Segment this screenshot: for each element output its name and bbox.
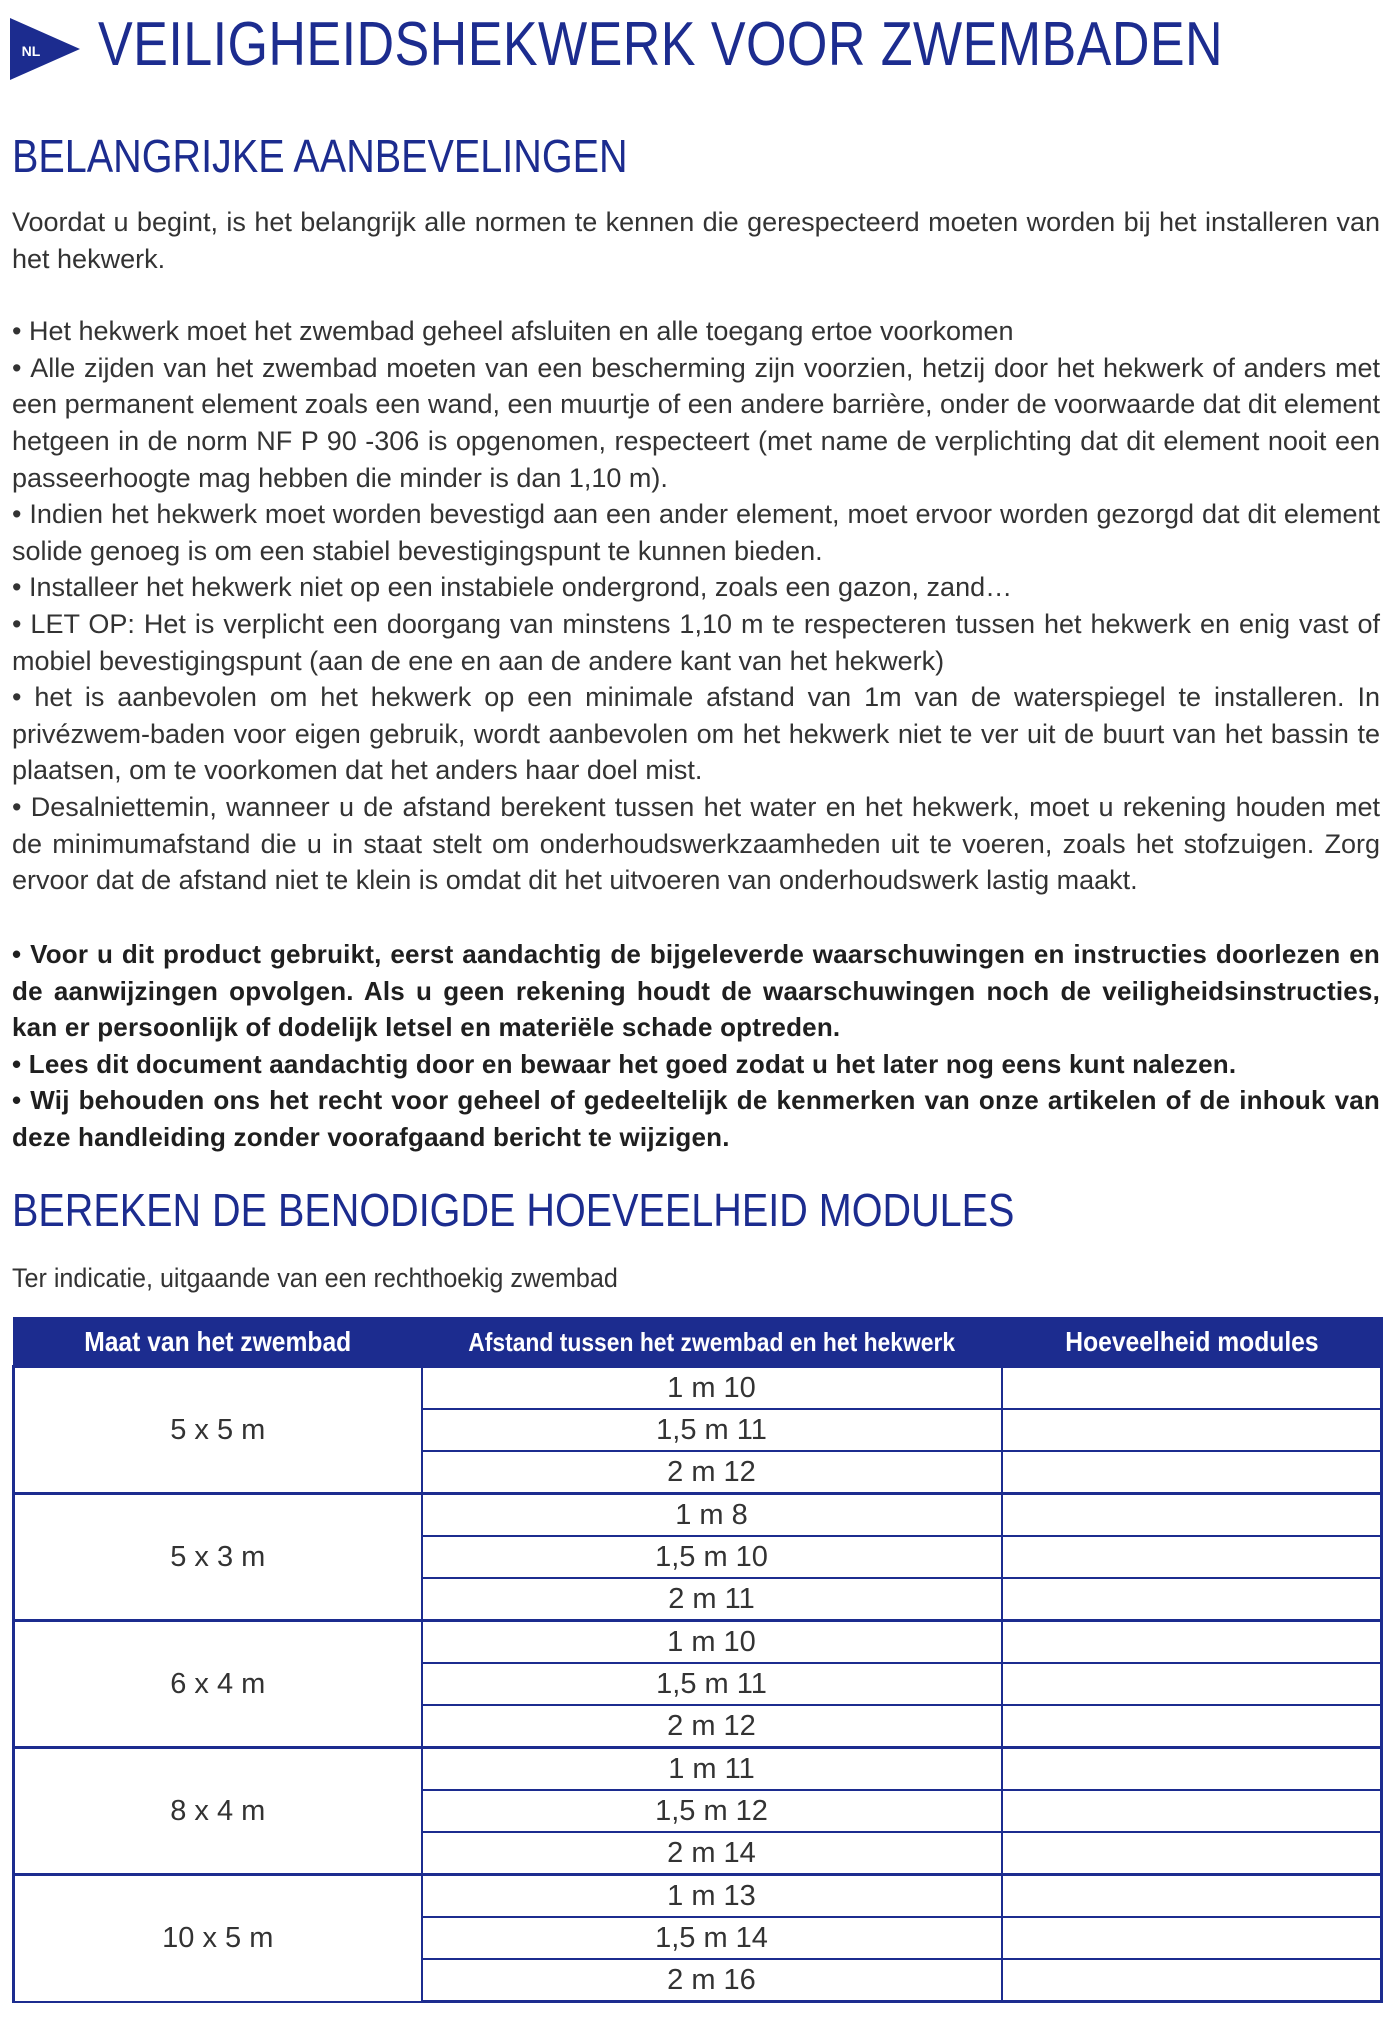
recommendations-body xyxy=(12,204,1380,899)
distance-cell: 1,5 m 11 xyxy=(422,1409,1002,1451)
warning-item: • Voor u dit product gebruikt, eerst aandachtig de bijgeleverde waarschuwingen en instructies doorlezen en de aanwijzingen opvolgen. Als u geen rekening houdt de waarschuwingen noch de veiligheidsinstructies, kan er persoonlijk of dodelijk letsel en materiële schade optreden. xyxy=(12,936,1380,1046)
quantity-cell xyxy=(1002,1705,1382,1748)
quantity-cell xyxy=(1002,1451,1382,1494)
page-header xyxy=(10,6,1380,79)
quantity-cell xyxy=(1002,1536,1382,1578)
distance-cell: 1 m 13 xyxy=(422,1875,1002,1918)
distance-cell: 1 m 10 xyxy=(422,1621,1002,1664)
distance-cell: 1 m 8 xyxy=(422,1494,1002,1537)
column-header-quantity: Hoeveelheid modules xyxy=(1002,1318,1382,1367)
distance-cell: 2 m 12 xyxy=(422,1451,1002,1494)
quantity-cell xyxy=(1002,1832,1382,1875)
pool-size-cell: 10 x 5 m xyxy=(14,1875,422,2002)
distance-cell: 2 m 16 xyxy=(422,1959,1002,2002)
list-item: • Installeer het hekwerk niet op een instabiele ondergrond, zoals een gazon, zand… xyxy=(12,569,1380,606)
distance-cell: 2 m 14 xyxy=(422,1832,1002,1875)
list-item: • LET OP: Het is verplicht een doorgang van minstens 1,10 m te respecteren tussen het hekwerk en enig vast of mobiel bevestigingspunt (aan de ene en aan de andere kant van het hekwerk) xyxy=(12,606,1380,679)
distance-cell: 1,5 m 14 xyxy=(422,1917,1002,1959)
warning-item: • Lees dit document aandachtig door en bewaar het goed zodat u het later nog eens kunt nalezen. xyxy=(12,1046,1380,1083)
quantity-cell xyxy=(1002,1748,1382,1791)
distance-cell: 2 m 12 xyxy=(422,1705,1002,1748)
quantity-cell xyxy=(1002,1959,1382,2002)
distance-cell: 1 m 10 xyxy=(422,1367,1002,1410)
modules-table xyxy=(12,1317,1383,2003)
quantity-cell xyxy=(1002,1790,1382,1832)
warning-item: • Wij behouden ons het recht voor geheel of gedeeltelijk de kenmerken van onze artikelen of de inhouk van deze handleiding zonder voorafgaand bericht te wijzigen. xyxy=(12,1082,1380,1155)
language-code: NL xyxy=(21,43,41,59)
list-item: • het is aanbevolen om het hekwerk op een minimale afstand van 1m van de waterspiegel te installeren. In privézwem-baden voor eigen gebruik, wordt aanbevolen om het hekwerk niet te ver uit de buurt van het bassin te plaatsen, om te voorkomen dat het anders haar doel mist. xyxy=(12,679,1380,789)
section-title-recommendations: BELANGRIJKE AANBEVELINGEN xyxy=(12,130,628,182)
table-row xyxy=(14,1494,1382,1537)
language-badge xyxy=(10,18,80,80)
quantity-cell xyxy=(1002,1917,1382,1959)
quantity-cell xyxy=(1002,1578,1382,1621)
list-item: • Alle zijden van het zwembad moeten van een bescherming zijn voorzien, hetzij door het hekwerk of anders met een permanent element zoals een wand, een muurtje of een andere barrière, onder de voorwaarde dat dit element hetgeen in de norm NF P 90 -306 is opgenomen, respecteert (met name de verplichting dat dit element nooit een passeerhoogte mag hebben die minder is dan 1,10 m). xyxy=(12,350,1380,496)
warnings-body xyxy=(12,936,1380,1156)
pool-size-cell: 8 x 4 m xyxy=(14,1748,422,1875)
column-header-pool-size: Maat van het zwembad xyxy=(14,1318,422,1367)
warnings-list xyxy=(12,936,1380,1156)
quantity-cell xyxy=(1002,1621,1382,1664)
distance-cell: 1,5 m 10 xyxy=(422,1536,1002,1578)
quantity-cell xyxy=(1002,1367,1382,1410)
spacer xyxy=(12,277,1380,313)
table-row xyxy=(14,1367,1382,1410)
table-row xyxy=(14,1621,1382,1664)
pool-size-cell: 5 x 3 m xyxy=(14,1494,422,1621)
table-header-row xyxy=(14,1318,1382,1367)
quantity-cell xyxy=(1002,1663,1382,1705)
distance-cell: 1 m 11 xyxy=(422,1748,1002,1791)
list-item: • Het hekwerk moet het zwembad geheel afsluiten en alle toegang ertoe voorkomen xyxy=(12,313,1380,350)
list-item: • Desalniettemin, wanneer u de afstand berekent tussen het water en het hekwerk, moet u rekening houden met de minimumafstand die u in staat stelt om onderhoudswerkzaamheden uit te voeren, zoals het stofzuigen. Zorg ervoor dat de afstand niet te klein is omdat dit het uitvoeren van onderhoudswerk lastig maakt. xyxy=(12,789,1380,899)
quantity-cell xyxy=(1002,1875,1382,1918)
table-row xyxy=(14,1875,1382,1918)
table-lead-text: Ter indicatie, uitgaande van een rechthoekig zwembad xyxy=(12,1263,618,1293)
quantity-cell xyxy=(1002,1494,1382,1537)
intro-paragraph: Voordat u begint, is het belangrijk alle normen te kennen die gerespecteerd moeten worden bij het installeren van het hekwerk. xyxy=(12,207,1380,274)
distance-cell: 1,5 m 12 xyxy=(422,1790,1002,1832)
page-title: VEILIGHEIDSHEKWERK VOOR ZWEMBADEN xyxy=(98,10,1224,79)
list-item: • Indien het hekwerk moet worden bevestigd aan een ander element, moet ervoor worden gezorgd dat dit element solide genoeg is om een stabiel bevestigingspunt te kunnen bieden. xyxy=(12,496,1380,569)
recommendations-list xyxy=(12,313,1380,899)
pool-size-cell: 5 x 5 m xyxy=(14,1367,422,1494)
quantity-cell xyxy=(1002,1409,1382,1451)
section-title-calculate: BEREKEN DE BENODIGDE HOEVEELHEID MODULES xyxy=(12,1184,1015,1236)
distance-cell: 2 m 11 xyxy=(422,1578,1002,1621)
table-row xyxy=(14,1748,1382,1791)
distance-cell: 1,5 m 11 xyxy=(422,1663,1002,1705)
column-header-distance: Afstand tussen het zwembad en het hekwerk xyxy=(422,1318,1002,1367)
pool-size-cell: 6 x 4 m xyxy=(14,1621,422,1748)
